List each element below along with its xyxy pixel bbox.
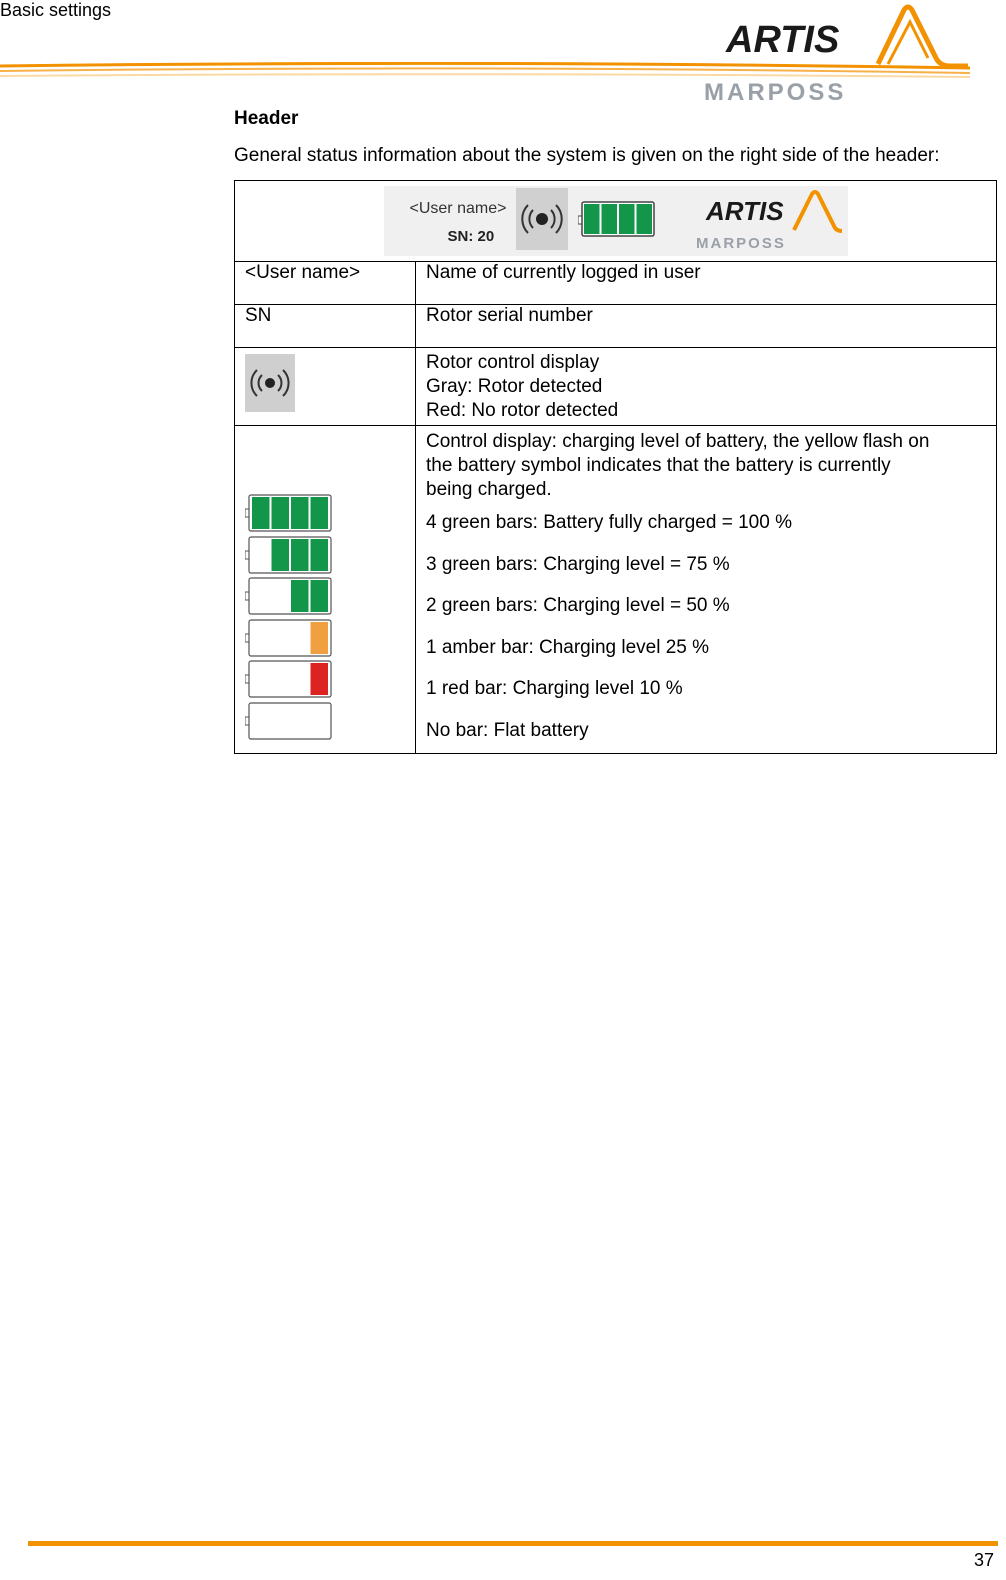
battery-intro-line: Control display: charging level of battery, the yellow flash on	[426, 431, 930, 452]
battery-level-icon	[245, 536, 335, 578]
rotor-icon-cell	[235, 348, 416, 426]
header-preview-cell	[235, 181, 997, 262]
battery-level-text: 3 green bars: Charging level = 75 %	[426, 553, 730, 575]
rotor-desc-line: Rotor control display	[426, 352, 600, 373]
battery-level-text: 4 green bars: Battery fully charged = 100 %	[426, 512, 792, 533]
battery-icon	[245, 536, 333, 574]
battery-intro-line: the battery symbol indicates that the battery is currently	[426, 455, 891, 476]
battery-icons-cell	[235, 426, 416, 754]
battery-desc-cell	[416, 426, 997, 754]
battery-bar	[311, 497, 329, 529]
preview-artis-logo	[694, 188, 844, 254]
battery-icon-list	[245, 494, 405, 744]
battery-icon	[245, 702, 333, 740]
battery-bar	[311, 622, 329, 654]
battery-icon	[245, 660, 333, 698]
row-key: SN	[235, 305, 416, 348]
battery-level-icon	[245, 702, 335, 744]
battery-level-text: No bar: Flat battery	[426, 719, 589, 741]
battery-bar	[291, 497, 309, 529]
battery-level-icon	[245, 660, 335, 702]
logo-brand: ARTIS	[726, 19, 840, 61]
battery-level-icon	[245, 577, 335, 619]
row-key: <User name>	[235, 262, 416, 305]
battery-bar	[311, 539, 329, 571]
table-row-battery	[235, 426, 997, 754]
battery-level-icon	[245, 494, 335, 536]
battery-bar	[272, 539, 290, 571]
table-row	[235, 305, 997, 348]
rotor-signal-icon	[245, 354, 295, 412]
battery-bar	[311, 580, 329, 612]
battery-bar	[272, 497, 290, 529]
rotor-signal-icon	[516, 188, 568, 250]
row-desc: Name of currently logged in user	[416, 262, 997, 305]
preview-battery-bar	[584, 204, 600, 234]
page-number: 37	[973, 1550, 994, 1570]
battery-level-text: 2 green bars: Charging level = 50 %	[426, 595, 730, 617]
row-desc: Rotor serial number	[416, 305, 997, 348]
preview-battery-icon	[578, 200, 658, 240]
preview-battery-bar	[619, 204, 635, 234]
table-row	[235, 262, 997, 305]
rotor-icon-box	[245, 354, 295, 412]
rotor-desc-cell	[416, 348, 997, 426]
header-preview	[384, 186, 848, 256]
battery-icon	[245, 577, 333, 615]
battery-level-icon	[245, 619, 335, 661]
preview-battery-bar	[636, 204, 652, 234]
preview-battery-bar	[601, 204, 617, 234]
battery-bar	[291, 580, 309, 612]
preview-rotor-box	[516, 188, 568, 250]
battery-level-text: 1 amber bar: Charging level 25 %	[426, 636, 710, 658]
battery-bar	[311, 663, 329, 695]
battery-icon	[245, 494, 333, 532]
preview-logo-sub: MARPOSS	[695, 235, 786, 252]
preview-serial-number: SN: 20	[447, 228, 495, 245]
running-head: Basic settings	[0, 0, 112, 20]
rotor-desc-line: Gray: Rotor detected	[426, 376, 603, 397]
battery-bar	[291, 539, 309, 571]
footer-rule	[28, 1541, 998, 1546]
header-info-table	[234, 180, 997, 754]
artis-marposs-logo	[700, 0, 970, 104]
battery-intro-line: being charged.	[426, 479, 552, 500]
table-row-rotor	[235, 348, 997, 426]
section-intro: General status information about the system is given on the right side of the header:	[234, 145, 940, 166]
logo-sub: MARPOSS	[704, 79, 847, 104]
preview-logo-brand: ARTIS	[705, 196, 784, 226]
battery-level-text: 1 red bar: Charging level 10 %	[426, 678, 683, 700]
preview-user-name: <User name>	[409, 200, 507, 217]
battery-icon	[245, 619, 333, 657]
rotor-desc-line: Red: No rotor detected	[426, 400, 619, 421]
section-title: Header	[234, 108, 299, 129]
battery-bar	[252, 497, 270, 529]
